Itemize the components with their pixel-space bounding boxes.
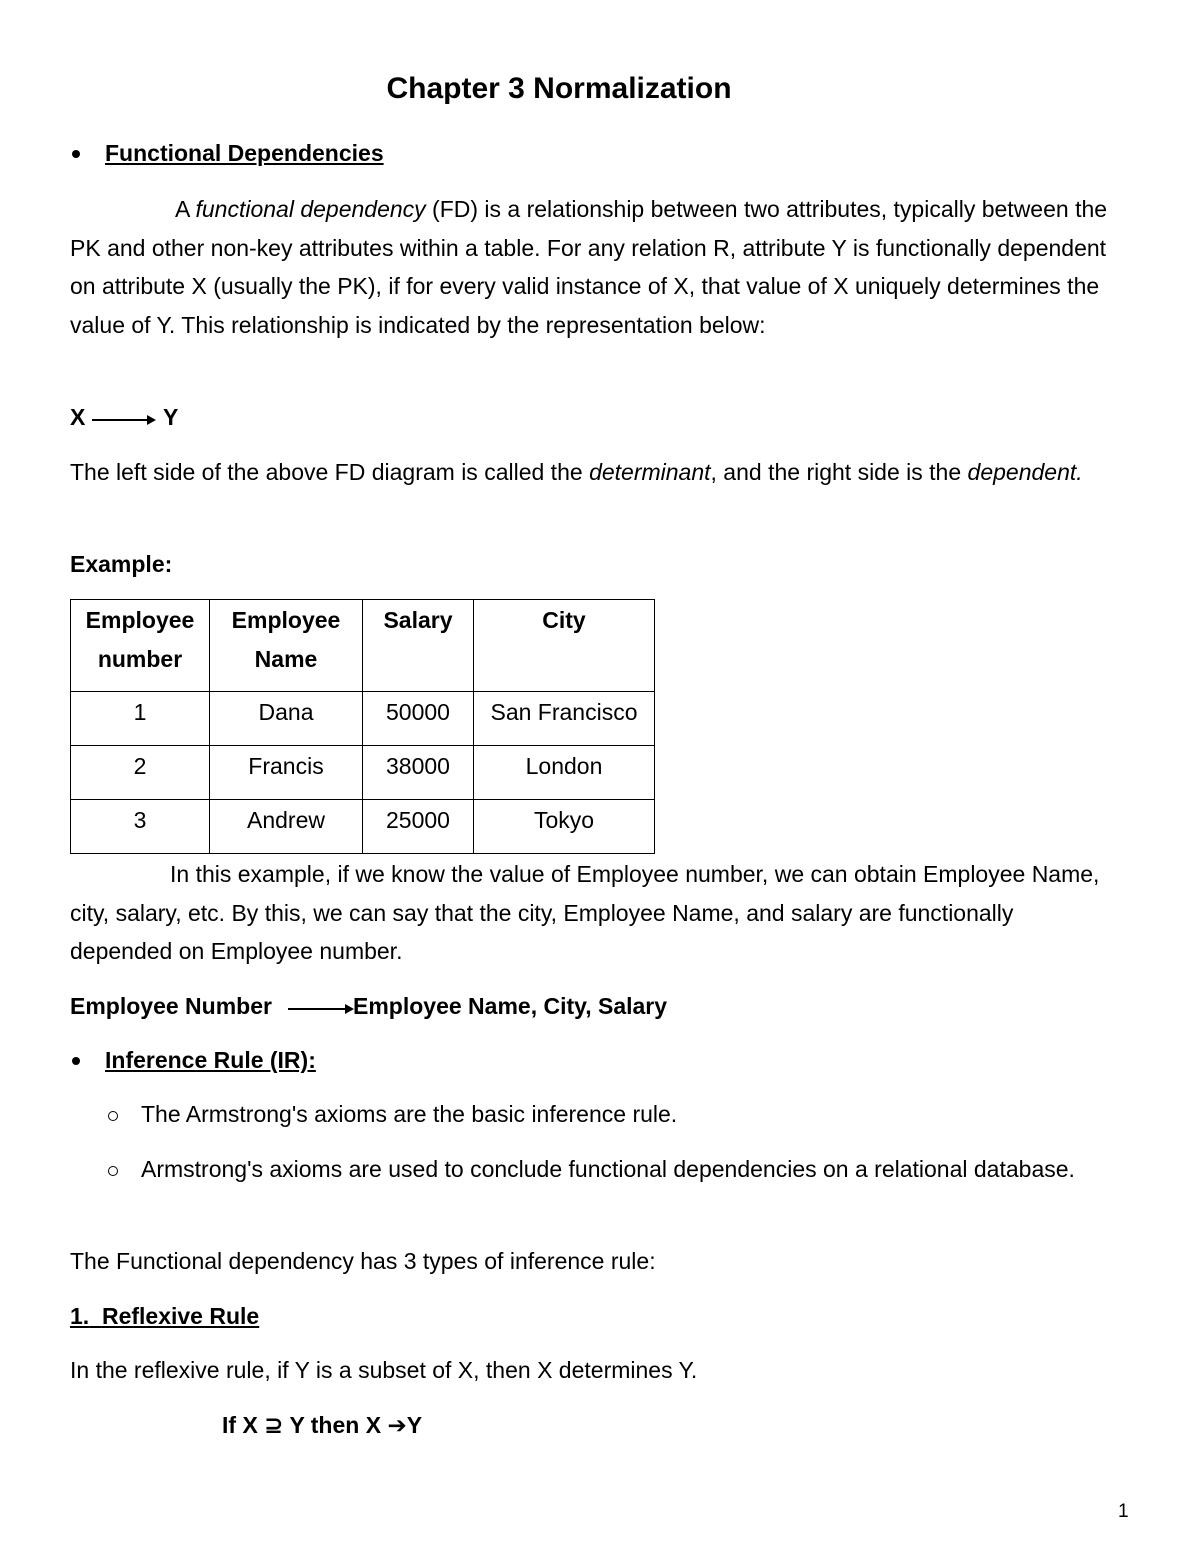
page-number: 1 <box>1118 1501 1129 1522</box>
superset-icon: ⊇ <box>264 1412 284 1438</box>
fd-example-left: Employee Number <box>70 993 272 1019</box>
table-header-cell: City <box>474 600 655 692</box>
fd-right: Y <box>163 404 179 430</box>
det-term: determinant <box>589 459 711 485</box>
rule-formula <box>222 1406 422 1445</box>
circle-bullet-icon <box>108 1111 118 1121</box>
table-cell: 1 <box>71 692 210 746</box>
determinant-paragraph <box>70 453 1120 492</box>
formula-mid: Y then X <box>289 1412 382 1438</box>
table-cell: 25000 <box>363 800 474 854</box>
fd-example-right: Employee Name, City, Salary <box>353 993 668 1019</box>
table-header-row <box>71 600 655 692</box>
table-cell: Andrew <box>210 800 363 854</box>
rule-text: In the reflexive rule, if Y is a subset of X, then X determines Y. <box>70 1357 698 1383</box>
circle-bullet-icon <box>108 1166 118 1176</box>
section-heading-functional-dependencies: Functional Dependencies <box>105 140 384 166</box>
table-cell: London <box>474 746 655 800</box>
fd-definition-paragraph <box>70 190 1120 344</box>
table-row <box>71 692 655 746</box>
types-text: The Functional dependency has 3 types of inference rule: <box>70 1248 656 1274</box>
example-text: In this example, if we know the value of Employee number, we can obtain Employee Name, city, salary, etc. By this, we can say that the city, Employee Name, and salary are functionally depended on Employee number. <box>70 861 1100 964</box>
table-row <box>71 746 655 800</box>
intro-text-b: (FD) is a relationship between two attributes, typically between the PK and other non-key attributes within a table. For any relation R, attribute Y is functionally dependent on attribute X (usually the PK), if for every valid instance of X, that value of X uniquely determines the value of Y. This relationship is indicated by the representation below: <box>70 196 1108 338</box>
table-cell: Dana <box>210 692 363 746</box>
table-cell: 3 <box>71 800 210 854</box>
arrow-right-icon <box>288 1008 352 1010</box>
table-cell: 2 <box>71 746 210 800</box>
employee-table <box>70 599 655 854</box>
list-item: The Armstrong's axioms are the basic inference rule. <box>141 1101 678 1127</box>
table-header-cell: Employee Name <box>210 600 363 692</box>
rule-heading-reflexive <box>70 1297 259 1336</box>
section-heading-inference-rule: Inference Rule (IR): <box>105 1047 316 1073</box>
formula-if: If X <box>222 1412 258 1438</box>
table-cell: San Francisco <box>474 692 655 746</box>
det-text-a: The left side of the above FD diagram is called the <box>70 459 590 485</box>
rule-heading-text: Reflexive Rule <box>101 1303 260 1329</box>
table-cell: Francis <box>210 746 363 800</box>
table-cell: Tokyo <box>474 800 655 854</box>
table-row <box>71 800 655 854</box>
list-item: Armstrong's axioms are used to conclude functional dependencies on a relational database. <box>141 1156 1075 1182</box>
page-title: Chapter 3 Normalization <box>386 72 732 105</box>
det-text-b: , and the right side is the <box>710 459 968 485</box>
intro-text-a: A <box>175 196 196 222</box>
table-header-cell: Employee number <box>71 600 210 692</box>
bullet-icon <box>72 150 80 158</box>
table-cell: 38000 <box>363 746 474 800</box>
dep-term: dependent. <box>967 459 1083 485</box>
fd-left: X <box>70 404 86 430</box>
arrow-right-icon <box>92 419 154 421</box>
rule-number: 1. <box>70 1303 90 1329</box>
bullet-icon <box>72 1057 80 1065</box>
example-paragraph <box>70 855 1120 971</box>
formula-end: Y <box>406 1412 423 1438</box>
table-cell: 50000 <box>363 692 474 746</box>
intro-term: functional dependency <box>195 196 426 222</box>
table-header-cell: Salary <box>363 600 474 692</box>
example-label: Example: <box>70 551 173 577</box>
arrow-icon: ➔ <box>387 1412 407 1438</box>
